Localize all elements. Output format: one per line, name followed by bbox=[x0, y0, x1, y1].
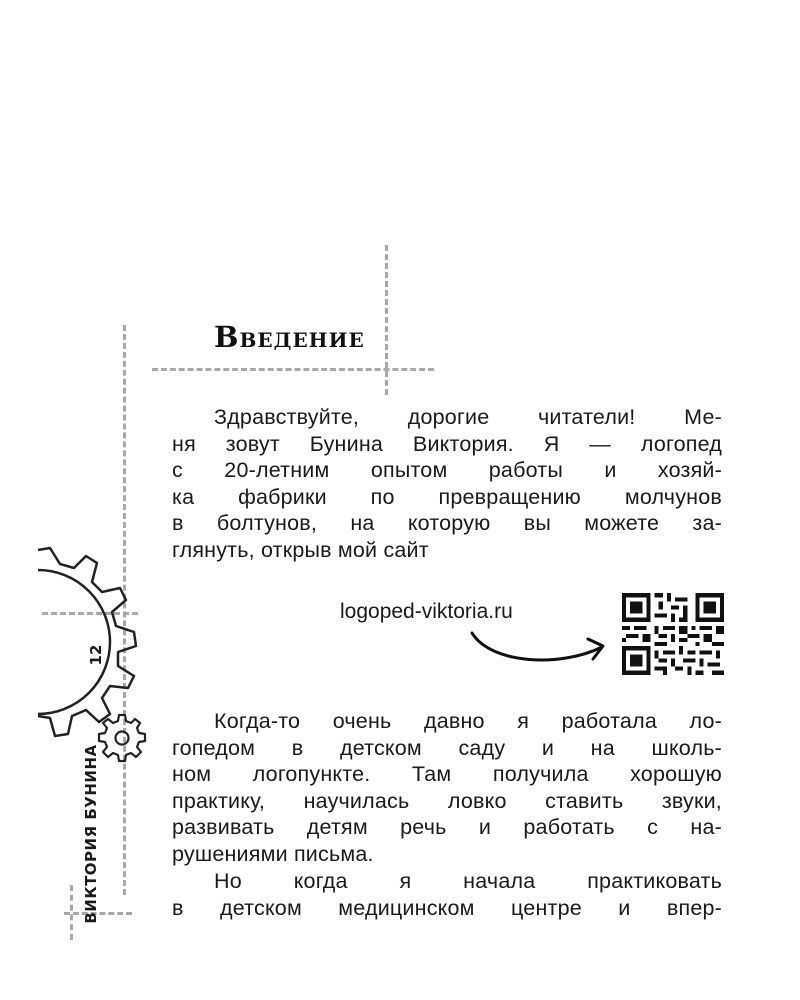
text-line: развивать детям речь и работать с на- bbox=[172, 815, 722, 840]
paragraph-2 bbox=[172, 708, 722, 868]
qr-code-icon bbox=[622, 593, 724, 675]
text-line: ка фабрики по превращению молчунов bbox=[172, 484, 722, 509]
text-line: в детском медицинском центре и впер- bbox=[172, 895, 722, 920]
chapter-heading: Введение bbox=[214, 320, 365, 354]
text-line: практику, научилась ловко ставить звуки, bbox=[172, 788, 722, 813]
text-line: Когда-то очень давно я работала ло- bbox=[214, 709, 722, 733]
text-line: гопедом в детском саду и на школь- bbox=[172, 735, 722, 760]
guide-line-top-vertical bbox=[385, 245, 388, 395]
text-line: Здравствуйте, дорогие читатели! Ме- bbox=[214, 405, 722, 429]
paragraph-1 bbox=[172, 404, 722, 564]
text-line: глянуть, открыв мой сайт bbox=[172, 537, 429, 562]
text-line: рушениями письма. bbox=[172, 841, 374, 866]
curved-arrow-icon bbox=[462, 625, 612, 670]
author-name: ВИКТОРИЯ БУНИНА bbox=[82, 744, 100, 924]
text-line: с 20-летним опытом работы и хозяй- bbox=[172, 458, 722, 483]
paragraph-3 bbox=[172, 868, 722, 921]
text-line: Но когда я начала практиковать bbox=[214, 869, 722, 893]
website-link[interactable]: logoped-viktoria.ru bbox=[340, 600, 513, 623]
guide-line-heading-horizontal bbox=[152, 368, 434, 371]
page-number: 12 bbox=[87, 644, 105, 666]
text-line: ном логопункте. Там получила хорошую bbox=[172, 762, 722, 787]
text-line: в болтунов, на которую вы можете за- bbox=[172, 511, 722, 536]
text-line: ня зовут Бунина Виктория. Я — логопед bbox=[172, 431, 722, 456]
